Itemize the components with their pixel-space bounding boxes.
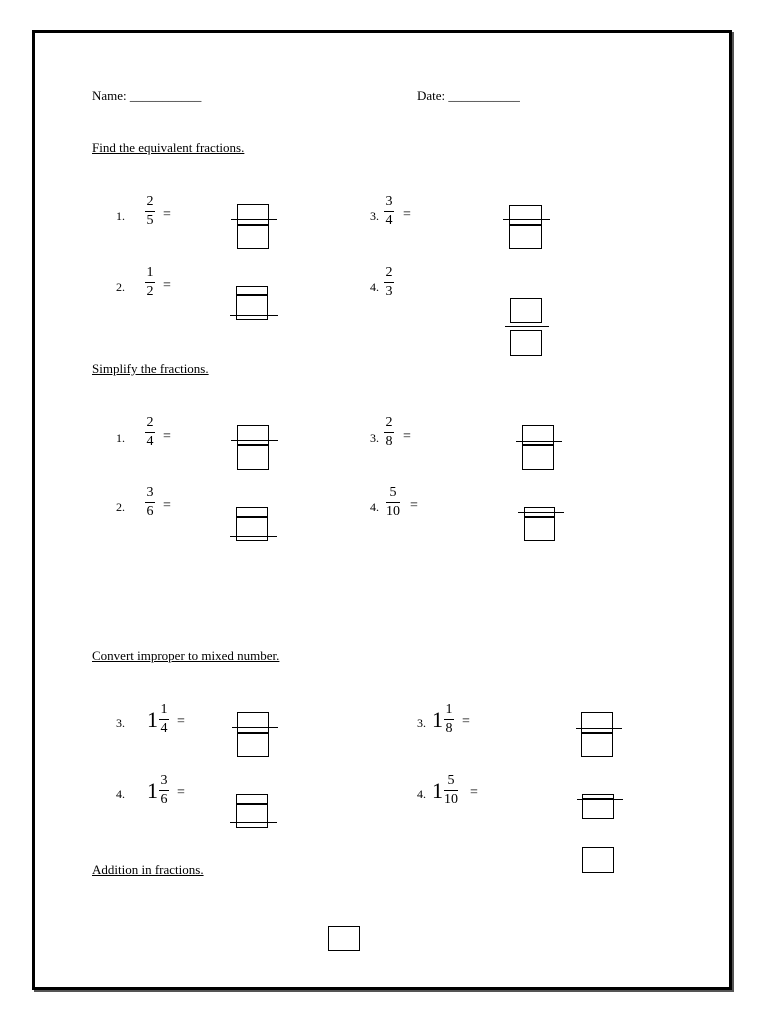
equals-sign: = — [470, 785, 478, 800]
numerator: 1 — [445, 702, 453, 717]
answer-fraction-line — [505, 326, 549, 327]
date-field — [417, 89, 520, 102]
answer-fraction-line — [230, 536, 277, 537]
answer-numerator-box[interactable] — [509, 205, 542, 225]
answer-fraction-line — [230, 315, 278, 316]
fraction — [384, 416, 394, 449]
equals-sign: = — [163, 429, 171, 444]
numerator: 2 — [385, 265, 393, 280]
denominator: 4 — [146, 434, 154, 449]
mixed-number — [147, 703, 169, 736]
answer-denominator-box[interactable] — [237, 445, 269, 470]
equals-sign: = — [177, 714, 185, 729]
whole-number: 1 — [432, 777, 443, 803]
answer-box[interactable] — [582, 847, 614, 873]
fraction — [145, 195, 155, 228]
numerator: 5 — [389, 485, 397, 500]
whole-number: 1 — [147, 777, 158, 803]
answer-numerator-box[interactable] — [510, 298, 542, 323]
item-number: 4. — [417, 787, 426, 801]
answer-denominator-box[interactable] — [582, 799, 614, 819]
answer-numerator-box[interactable] — [237, 712, 269, 733]
fraction — [386, 486, 400, 519]
name-field — [92, 89, 201, 102]
equals-sign: = — [403, 207, 411, 222]
answer-fraction-line — [518, 512, 564, 513]
equals-sign: = — [410, 498, 418, 513]
answer-box[interactable] — [328, 926, 360, 951]
item-number: 2. — [116, 280, 125, 294]
denominator: 4 — [160, 721, 168, 736]
answer-fraction-line — [576, 728, 622, 729]
answer-numerator-box[interactable] — [522, 425, 554, 445]
section-title-simplify: Simplify the fractions. — [92, 361, 209, 376]
date-label: Date: — [417, 88, 446, 103]
section-title-equivalent: Find the equivalent fractions. — [92, 140, 245, 155]
answer-fraction-line — [230, 822, 277, 823]
denominator: 8 — [445, 721, 453, 736]
item-number: 3. — [417, 716, 426, 730]
denominator: 10 — [444, 792, 458, 807]
equals-sign: = — [177, 785, 185, 800]
answer-denominator-box[interactable] — [237, 225, 269, 249]
answer-numerator-box[interactable] — [581, 712, 613, 733]
numerator: 3 — [385, 194, 393, 209]
numerator: 2 — [146, 415, 154, 430]
item-number: 4. — [370, 500, 379, 514]
answer-denominator-box[interactable] — [524, 517, 555, 541]
answer-denominator-box[interactable] — [236, 804, 268, 828]
mixed-number — [432, 774, 458, 807]
section-title-addition: Addition in fractions. — [92, 862, 204, 877]
mixed-number — [147, 774, 169, 807]
equals-sign: = — [163, 498, 171, 513]
answer-numerator-box[interactable] — [237, 425, 269, 445]
answer-numerator-box[interactable] — [236, 507, 268, 517]
answer-denominator-box[interactable] — [522, 445, 554, 470]
fraction — [444, 703, 454, 736]
page-border — [32, 30, 732, 990]
name-blank: ___________ — [129, 88, 202, 103]
denominator: 6 — [146, 504, 154, 519]
denominator: 3 — [385, 284, 393, 299]
answer-fraction-line — [231, 219, 277, 220]
fraction — [159, 703, 169, 736]
fraction — [145, 266, 155, 299]
answer-numerator-box[interactable] — [236, 286, 268, 295]
answer-denominator-box[interactable] — [581, 733, 613, 757]
answer-denominator-box[interactable] — [236, 517, 268, 541]
item-number: 3. — [116, 716, 125, 730]
fraction — [145, 486, 155, 519]
section-title-convert: Convert improper to mixed number. — [92, 648, 280, 663]
denominator: 2 — [146, 284, 154, 299]
item-number: 3. — [370, 431, 379, 445]
item-number: 2. — [116, 500, 125, 514]
item-number: 1. — [116, 431, 125, 445]
numerator: 1 — [160, 702, 168, 717]
fraction — [444, 774, 458, 807]
equals-sign: = — [403, 429, 411, 444]
denominator: 8 — [385, 434, 393, 449]
numerator: 3 — [160, 773, 168, 788]
answer-fraction-line — [503, 219, 550, 220]
mixed-number — [432, 703, 454, 736]
answer-denominator-box[interactable] — [509, 225, 542, 249]
denominator: 6 — [160, 792, 168, 807]
equals-sign: = — [462, 714, 470, 729]
answer-numerator-box[interactable] — [236, 794, 268, 804]
answer-denominator-box[interactable] — [237, 733, 269, 757]
answer-numerator-box[interactable] — [237, 204, 269, 225]
answer-fraction-line — [231, 440, 278, 441]
equals-sign: = — [163, 207, 171, 222]
numerator: 1 — [146, 265, 154, 280]
name-label: Name: — [92, 88, 127, 103]
item-number: 4. — [370, 280, 379, 294]
numerator: 3 — [146, 485, 154, 500]
fraction — [145, 416, 155, 449]
whole-number: 1 — [432, 706, 443, 732]
denominator: 5 — [146, 213, 154, 228]
item-number: 1. — [116, 209, 125, 223]
answer-denominator-box[interactable] — [236, 295, 268, 320]
answer-fraction-line — [232, 727, 278, 728]
date-blank: ___________ — [448, 88, 520, 103]
fraction — [384, 195, 394, 228]
answer-fraction-line — [577, 799, 623, 800]
answer-denominator-box[interactable] — [510, 330, 542, 356]
whole-number: 1 — [147, 706, 158, 732]
denominator: 10 — [386, 504, 400, 519]
numerator: 5 — [447, 773, 455, 788]
equals-sign: = — [163, 278, 171, 293]
item-number: 4. — [116, 787, 125, 801]
item-number: 3. — [370, 209, 379, 223]
fraction — [384, 266, 394, 299]
fraction — [159, 774, 169, 807]
numerator: 2 — [146, 194, 154, 209]
answer-fraction-line — [516, 441, 562, 442]
numerator: 2 — [385, 415, 393, 430]
denominator: 4 — [385, 213, 393, 228]
